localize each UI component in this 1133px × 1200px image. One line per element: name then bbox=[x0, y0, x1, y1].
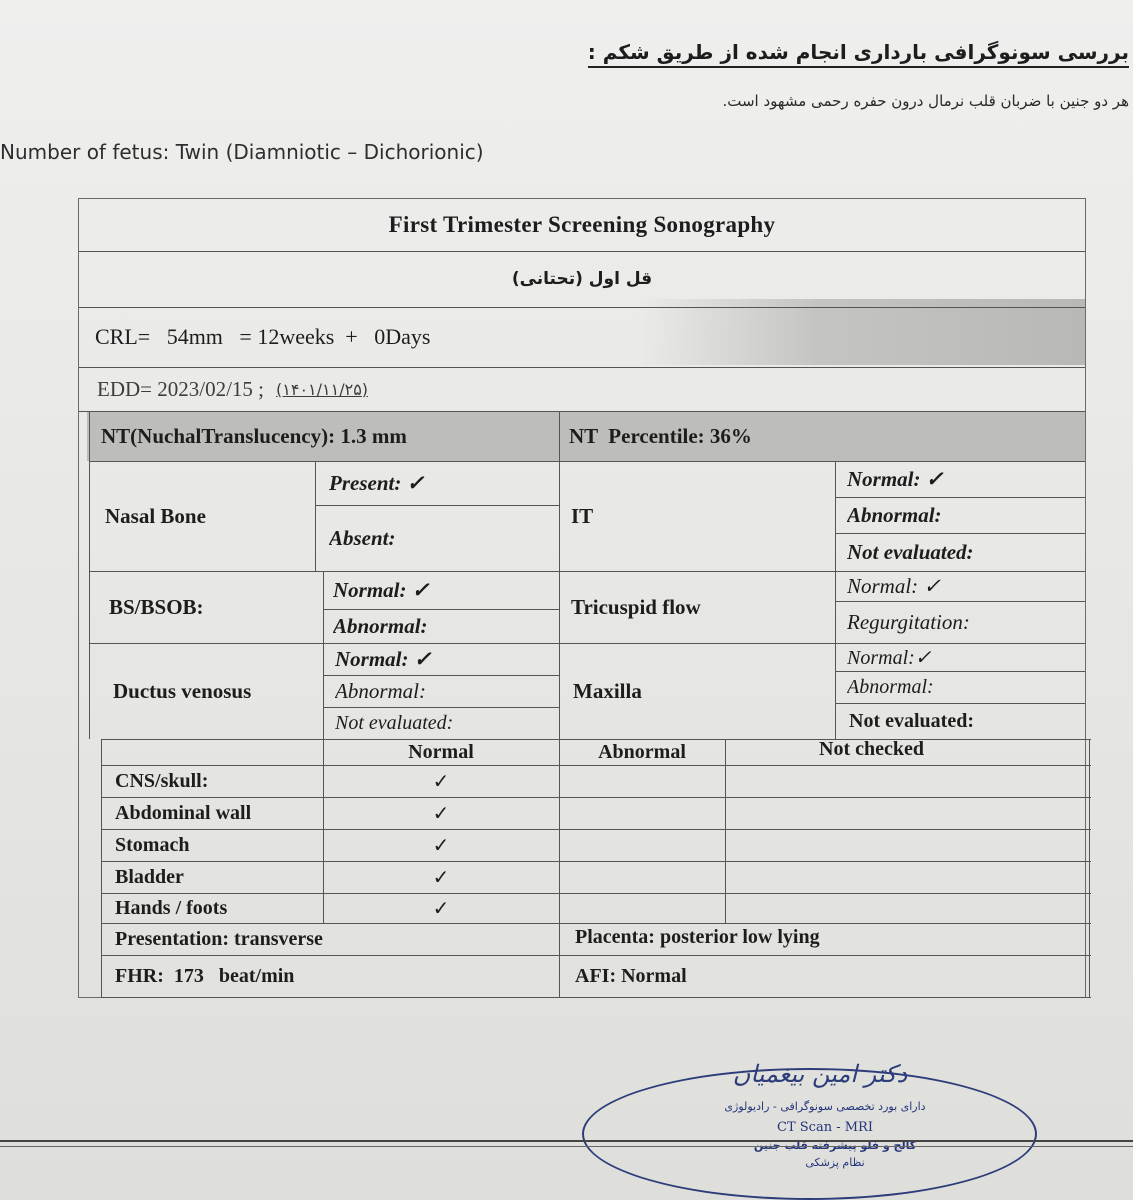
ductus-normal: Normal: ✓ bbox=[335, 646, 432, 671]
bs-abnormal: Abnormal: bbox=[333, 613, 428, 638]
ductus-abnormal: Abnormal: bbox=[335, 678, 426, 703]
organ-normal-check: ✓ bbox=[432, 834, 450, 857]
afi: AFI: Normal bbox=[575, 964, 687, 987]
stamp-line-2: CT Scan - MRI bbox=[777, 1120, 873, 1135]
grid-line bbox=[835, 461, 836, 739]
persian-summary-line: هر دو جنین با ضربان قلب نرمال درون حفره رحمی مشهود است. bbox=[722, 92, 1129, 110]
tricuspid-label: Tricuspid flow bbox=[571, 594, 701, 619]
it-not-evaluated: Not evaluated: bbox=[847, 539, 974, 564]
it-normal: Normal: ✓ bbox=[847, 466, 944, 491]
grid-line bbox=[89, 411, 90, 739]
screening-report-table bbox=[78, 198, 1086, 998]
maxilla-label: Maxilla bbox=[573, 678, 642, 703]
stamp-line-4: نظام پزشکی bbox=[805, 1156, 865, 1169]
organ-normal-check: ✓ bbox=[432, 897, 450, 920]
organ-normal-check: ✓ bbox=[432, 770, 450, 793]
bs-normal: Normal: ✓ bbox=[333, 577, 430, 602]
doctor-signature: دکتر امین بیغمیان bbox=[732, 1060, 908, 1088]
persian-title: بررسی سونوگرافی بارداری انجام شده از طریق شکم : bbox=[588, 40, 1129, 68]
page-bottom-rule bbox=[0, 1146, 1133, 1147]
grid-line bbox=[101, 739, 102, 997]
nasal-bone-absent: Absent: bbox=[329, 525, 396, 550]
organ-name: Bladder bbox=[115, 865, 184, 888]
organ-normal-check: ✓ bbox=[432, 866, 450, 889]
grid-line bbox=[101, 997, 1091, 998]
twin-label: قل اول (تحتانی) bbox=[511, 269, 653, 289]
fhr: FHR: 173 beat/min bbox=[115, 964, 295, 987]
tricuspid-regurgitation: Regurgitation: bbox=[847, 609, 970, 634]
nasal-bone-present: Present: ✓ bbox=[329, 470, 425, 495]
grid-line bbox=[315, 461, 316, 571]
tricuspid-normal: Normal: ✓ bbox=[847, 573, 942, 598]
organ-header-normal: Normal bbox=[408, 740, 474, 763]
stamp-line-3: کالج و فلو پیشرفته قلب جنین bbox=[753, 1139, 917, 1152]
fetus-number-line: Number of fetus: Twin (Diamniotic – Dichorionic) bbox=[0, 140, 484, 164]
nt-value: NT(NuchalTranslucency): 1.3 mm bbox=[101, 423, 407, 448]
organ-name: Abdominal wall bbox=[115, 801, 252, 824]
edd-value: EDD= 2023/02/15 ; bbox=[97, 376, 265, 401]
ductus-label: Ductus venosus bbox=[113, 678, 252, 703]
organ-name: Stomach bbox=[115, 833, 190, 856]
grid-line bbox=[559, 411, 560, 997]
ductus-not-evaluated: Not evaluated: bbox=[335, 711, 454, 734]
it-label: IT bbox=[571, 503, 594, 528]
maxilla-abnormal: Abnormal: bbox=[847, 675, 934, 698]
crl-value: CRL= 54mm = 12weeks + 0Days bbox=[95, 324, 431, 349]
edd-row bbox=[97, 367, 497, 411]
presentation: Presentation: transverse bbox=[115, 927, 323, 950]
nasal-bone-label: Nasal Bone bbox=[105, 503, 206, 528]
placenta: Placenta: posterior low lying bbox=[575, 925, 820, 948]
bs-label: BS/BSOB: bbox=[109, 594, 204, 619]
edd-persian-date: (۱۴۰۱/۱۱/۲۵) bbox=[276, 379, 369, 399]
grid-line bbox=[1089, 739, 1090, 997]
report-title: First Trimester Screening Sonography bbox=[388, 212, 776, 237]
organ-name: CNS/skull: bbox=[115, 769, 209, 792]
organ-name: Hands / foots bbox=[115, 896, 228, 919]
organ-header-abnormal: Abnormal bbox=[598, 740, 686, 763]
it-abnormal: Abnormal: bbox=[847, 502, 942, 527]
maxilla-not-evaluated: Not evaluated: bbox=[849, 709, 974, 732]
nt-percentile: NT Percentile: 36% bbox=[569, 423, 752, 448]
organ-header-not-checked: Not checked bbox=[819, 737, 924, 760]
page-bottom-rule bbox=[0, 1140, 1133, 1142]
organ-normal-check: ✓ bbox=[432, 802, 450, 825]
stamp-line-1: دارای بورد تخصصی سونوگرافی - رادیولوژی bbox=[724, 1100, 926, 1113]
maxilla-normal: Normal:✓ bbox=[847, 646, 932, 669]
grid-line bbox=[725, 739, 726, 923]
